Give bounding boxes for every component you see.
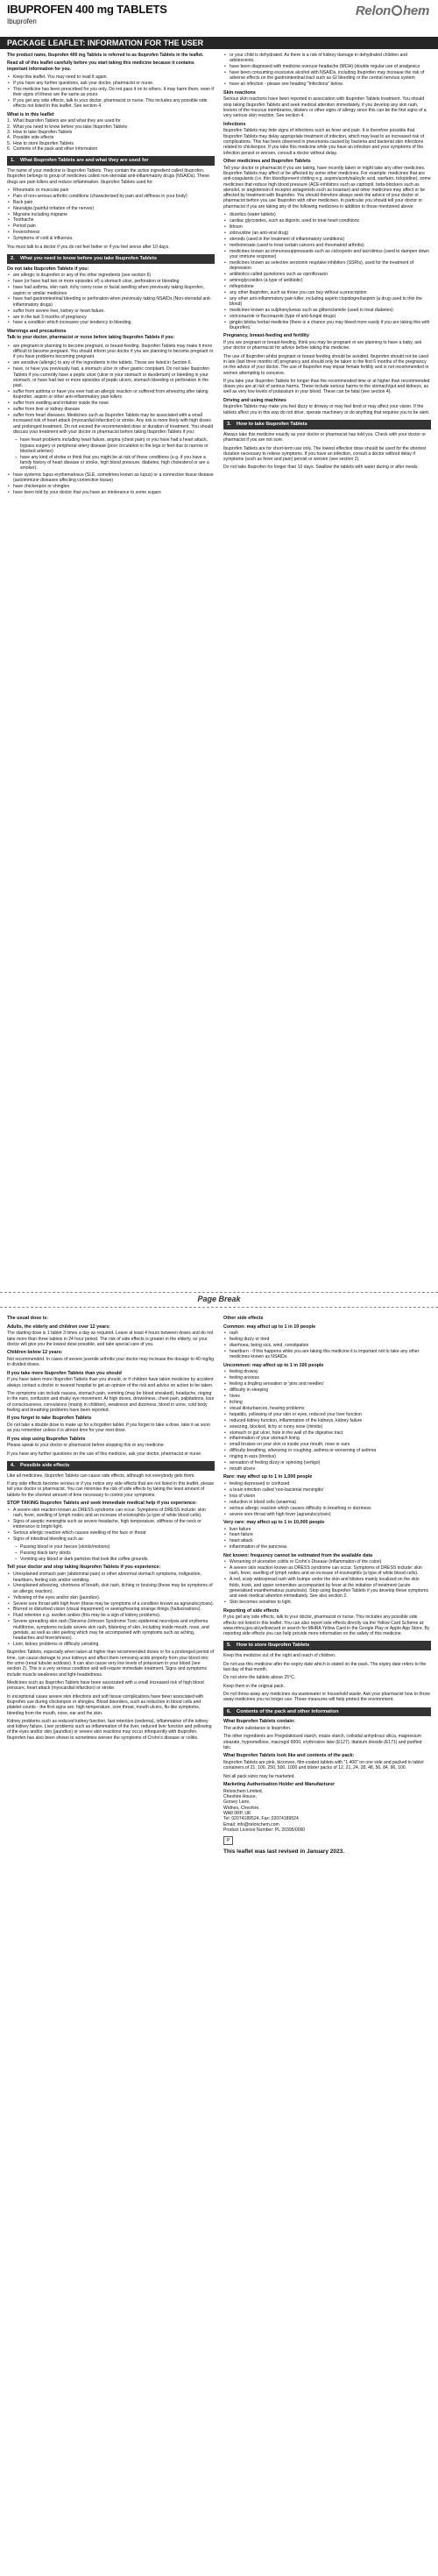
stop-text-2: If you have any further questions on the use of this medicine, ask your doctor, pharmacist or nurse. xyxy=(7,1451,202,1457)
mah-address xyxy=(223,1789,431,1834)
list-item: 2. What you need to know before you take Ibuprofen Tablets xyxy=(7,124,128,130)
contains-text-1: The active substance is ibuprofen. xyxy=(223,1726,292,1732)
section-4-text-3: Ibuprofen Tablets, especially when taken at higher than recommended doses or for a prolonged period of time, can cause damage to your kidneys and affect them removing acids properly from your blood into the urine (renal tubular acidosis). It can also cause very low levels of potassium in your blood (see section 2). This is a very serious condition and will require immediate treatment. Signs and symptoms include muscle weakness and light-headedness. xyxy=(7,1650,215,1678)
list-item: – have heart problems including heart failure, angina (chest pain) or you have had a heart attack, bypass surgery or peripheral artery disease (poor circulation in the legs or feet due to narrow or blocked arteries) xyxy=(14,437,215,454)
section-6-header: 6. Contents of the pack and other information xyxy=(223,1707,431,1717)
list-item: • mifepristone xyxy=(223,284,431,289)
list-item: – Passing black tarry stools xyxy=(14,1551,215,1556)
stop-taking-heading: STOP TAKING Ibuprofen Tablets and seek immediate medical help if you experience: xyxy=(7,1501,197,1506)
other-medicines-text: Tell your doctor or pharmacist if you are taking, have recently taken or might take any other medicines. Ibuprofen Tablets may affect or be affected by some other medicines. For example: medicines that are anti-coagulants (i.e. thin blood/prevent clotting e.g. aspirin/acetylsalicylic acid, warfarin, ticlopidine), some medicines that reduce high blood pressure (ACE-inhibitors such as captopril, beta-blockers such as atenolol, or angiotensin-II receptor antagonists such as losartan) and other medicines may affect or be affected by treatment with Ibuprofen. You should therefore always seek the advice of your doctor or pharmacist before you use Ibuprofen with other medicines. In particular you should tell your doctor or pharmacist if you are taking any of the following medicines in addition to those mentioned above: xyxy=(223,165,431,209)
list-item: • have been consuming excessive alcohol with NSAIDs, including Ibuprofen may increase the risk of adverse effects on the gastrointestinal tract such as GI bleeding or the central nervous system xyxy=(223,70,431,82)
list-item: • Unexplained stomach pain (abdominal pain) or other abnormal stomach symptoms, indigestion, heartburn, feeling sick and/or vomiting. xyxy=(7,1572,215,1583)
leaflet-contents-heading: What is in this leaflet xyxy=(7,111,54,117)
stop-taking-list xyxy=(7,1508,215,1543)
adults-text: The starting dose is 1 tablet 3 times a day as required. Leave at least 4 hours between doses and do not take more than three tablets in 24 hour period. The risk of side effects is greater in the elderly, so your doctor will give you the lowest dose possible, and take special care of you. xyxy=(7,1331,214,1348)
storage-text-3: Do not store the tablets above 25°C. xyxy=(223,1675,296,1681)
warnings-list-continued xyxy=(7,472,215,495)
pregnancy-heading: Pregnancy, breast-feeding and fertility xyxy=(223,333,309,339)
list-item: • lithium xyxy=(223,224,431,230)
page-one-right-column xyxy=(223,53,431,498)
driving-heading: Driving and using machines xyxy=(223,397,286,403)
list-item: • have been diagnosed with medicine overuse headache (MOH) (double regular use of analgesics xyxy=(223,64,431,69)
leaflet-header xyxy=(0,0,438,37)
list-item: • feeling a tingling sensation or 'pins and needles' xyxy=(223,1381,431,1387)
list-item: • diarrhoea, being sick, wind, constipation xyxy=(223,1343,431,1348)
list-item: • suffer from liver or kidney disease xyxy=(7,407,215,412)
list-item: • are pregnant or planning to become pregnant, or breast-feeding. Ibuprofen Tablets may make it more difficult to become pregnant. You should inform your doctor if you are planning to become pregnant or if you have problems becoming pregnant. xyxy=(7,344,215,360)
list-item: • any other ibuprofen, such as those you can buy without a prescription xyxy=(223,290,431,295)
list-item: • suffer from severe liver, kidney or heart failure. xyxy=(7,309,215,314)
section-4-text-4: Medicines such as Ibuprofen Tablets have been associated with a small increased risk of high blood pressure, heart attack (myocardial infarction) or stroke. xyxy=(7,1679,204,1692)
product-subtitle: Ibuprofen xyxy=(7,18,37,26)
list-item: • difficulty in sleeping xyxy=(223,1387,431,1393)
list-item: • A severe skin reaction known as DRESS syndrome can occur. Symptoms of DRESS include: skin rash, fever, swelling of lymph nodes and an increase of eosinophils (a type of white blood cells). xyxy=(7,1508,215,1519)
list-item: • hepatitis, yellowing of your skin or eyes, reduced your liver function xyxy=(223,1412,431,1417)
very-rare-heading: Very rare: may affect up to 1 in 10,000 people xyxy=(223,1519,325,1525)
list-item: • steroids (used in the treatment of inflammatory conditions) xyxy=(223,237,431,242)
section-1-header: 1. What Ibuprofen Tablets are and what they are used for xyxy=(7,156,215,166)
warnings-intro: Talk to your doctor, pharmacist or nurse before taking Ibuprofen Tablets if you: xyxy=(7,335,175,341)
list-item: • mouth ulcers xyxy=(223,1466,431,1472)
list-item: • loss of vision xyxy=(223,1494,431,1499)
list-item: • are allergic to ibuprofen or any of the other ingredients (see section 6) xyxy=(7,273,215,278)
list-item: • liver failure xyxy=(223,1527,431,1532)
section-1-text: The name of your medicine is Ibuprofen Tablets. They contain the active ingredient called Ibuprofen. Ibuprofen belongs to group of medicines called non-steroidal anti-inflammatory drugs (NSAIDs). These drugs are pain killers and reduce inflammation. Ibuprofen Tablets used for: xyxy=(7,168,209,185)
children-heading: Children below 12 years: xyxy=(7,1350,63,1356)
section-4-text-2: If any side effects become serious or if you notice any side effects that are not listed in this leaflet, please tell your doctor or pharmacist. You can minimise the risk of side effects by taking the least amount of tablets for the shortest amount of time necessary to control your symptoms. xyxy=(7,1481,215,1498)
list-item: • feeling drowsy xyxy=(223,1369,431,1374)
list-item: • are sensitive (allergic) to any of the ingredients in the tablets. These are listed in Section 6. xyxy=(7,360,215,365)
appearance-text: Ibuprofen Tablets are pink, biconvex, film-coated tablets with "1 400" on one side and packed in tablet containers of 21, 100, 250, 500, 1000 and blister packs of 12, 21, 24, 28, 48, 56, 84, 96, 100. xyxy=(223,1760,424,1771)
list-item: – Passing blood in your faeces (stools/motions) xyxy=(14,1544,215,1550)
list-item: • Severe spreading skin rash (Stevens-Johnson Syndrome Toxic epidermal necrolysis and erythema multiforme, symptoms include severe skin rash, blistering of skin, including inside mouth, nose, and genitals, as well as skin peeling which may be accompanied with symptoms such as aching, headaches and feverishness). xyxy=(7,1619,215,1641)
package-leaflet-banner: PACKAGE LEAFLET: INFORMATION FOR THE USER xyxy=(0,37,438,49)
list-item: • If you get any side effects, talk to your doctor, pharmacist or nurse. This includes any possible side effects not listed in this leaflet. See section 4. xyxy=(7,98,215,110)
list-item: • Liver, kidney problems or difficulty urinating. xyxy=(7,1642,215,1647)
storage-text-1: Keep this medicine out of the sight and reach of children. xyxy=(223,1653,336,1659)
pack-size-note: Not all pack sizes may be marketed. xyxy=(223,1773,295,1779)
address-line: Email: info@relonchem.com xyxy=(223,1821,279,1827)
intro-note: The product name, Ibuprofen 400 mg Tablets is referred to as Ibuprofen Tablets in the leaflet. xyxy=(7,53,204,58)
list-item: • feeling dizzy or tired xyxy=(223,1337,431,1342)
do-not-take-list xyxy=(7,273,215,325)
list-item: • Feverishness xyxy=(7,230,215,235)
list-item: • have an infection - please see heading "Infections" below. xyxy=(223,82,431,87)
list-item: 5. How to store Ibuprofen Tablets xyxy=(7,140,74,146)
list-item: • rash xyxy=(223,1331,431,1336)
list-item: • Back pain xyxy=(7,200,215,205)
list-item: 6. Contents of the pack and other information xyxy=(7,145,98,152)
list-item: • Pain of non-serious arthritic conditions (characterised by pain and stiffness in your body) xyxy=(7,194,215,199)
list-item: • severe sore throat with high fever (agranulocytosis) xyxy=(223,1512,431,1517)
list-item: • are in the last 3 months of pregnancy xyxy=(7,315,215,320)
list-item: • ringing in ears (tinnitus) xyxy=(223,1454,431,1459)
warnings-heading: Warnings and precautions xyxy=(7,328,67,334)
list-item: • Fluid retention e.g. swollen ankles (this may be a sign of kidney problems). xyxy=(7,1613,215,1618)
list-item: • suffer from asthma or have you ever had an allergic reaction or suffered from wheezing after taking ibuprofen, aspirin or other anti-inflammatory pain killers xyxy=(7,389,215,401)
other-medicines-heading: Other medicines and Ibuprofen Tablets xyxy=(223,158,311,164)
leaflet-contents-list xyxy=(7,118,215,152)
other-medicines-list xyxy=(223,212,431,330)
rare-heading: Rare: may affect up to 1 in 1,000 people xyxy=(223,1474,313,1480)
adults-heading: Adults, the elderly and children over 12 years: xyxy=(7,1323,111,1330)
list-item: • have been told by your doctor that you have an intolerance to some sugars xyxy=(7,490,215,495)
storage-text-2: Do not use this medicine after the expiry date which is stated on the pack. The expiry date refers to the last day of that month. xyxy=(223,1661,427,1672)
stop-text-1: Please speak to your doctor or pharmacist before stopping this or any medicine. xyxy=(7,1443,166,1449)
list-item: 4. Possible side effects xyxy=(7,135,54,141)
contains-heading: What Ibuprofen Tablets contain: xyxy=(223,1719,295,1725)
common-heading: Common: may affect up to 1 in 10 people xyxy=(223,1323,316,1330)
reporting-heading: Reporting of side effects xyxy=(223,1607,279,1614)
list-item: • antibiotics called quinolones such as ciprofloxacin xyxy=(223,272,431,277)
list-item: • inflammation of your stomach lining xyxy=(223,1436,431,1441)
list-item: • Blurred or disturbed vision (visual impairment) or seeing/hearing strange things (hallucinations). xyxy=(7,1607,215,1612)
list-item: • Yellowing of the eyes and/or skin (jaundice). xyxy=(7,1595,215,1600)
address-line: WA8 0RP, UK xyxy=(223,1810,251,1816)
list-item: • gingko biloba herbal medicine (there is a chance you may bleed more easily if you are taking this with Ibuprofen). xyxy=(223,320,431,331)
warnings-list-continued-2 xyxy=(223,53,431,88)
list-item: • difficulty breathing, wheezing or coughing, asthma or worsening of asthma xyxy=(223,1448,431,1453)
list-item: • This medicine has been prescribed for you only. Do not pass it on to others. It may harm them, even if their signs of illness are the same as yours. xyxy=(7,87,215,98)
list-item: • a brain infection called 'non-bacterial meningitis' xyxy=(223,1487,431,1493)
list-item: • A red, scaly widespread rash with bumps under the skin and blisters mainly localized on the skin folds, trunk, and upper extremities accompanied by fever at the initiation of treatment (acute generalised exanthematous pustulosis). Stop using Ibuprofen Tablets if you develop these symptoms and seek medical attention immediately. See also section 2. xyxy=(223,1577,431,1599)
list-item: – Vomiting any blood or dark particles that look like coffee grounds. xyxy=(14,1557,215,1562)
list-item: • feeling depressed or confused xyxy=(223,1481,431,1487)
other-side-effects-heading: Other side effects xyxy=(223,1316,264,1321)
rare-list xyxy=(223,1481,431,1517)
list-item: • Signs of aseptic meningitis such as severe headache, high temperature, stiffness of the neck or intolerance to bright light. xyxy=(7,1519,215,1530)
section-4-text-1: Like all medicines, Ibuprofen Tablets can cause side effects, although not everybody gets them. xyxy=(7,1473,195,1479)
list-item: • Serious allergic reaction which causes swelling of the face or throat xyxy=(7,1530,215,1536)
section-4-header: 4. Possible side effects xyxy=(7,1461,215,1471)
page-one-left-column xyxy=(7,53,215,498)
list-item: 1. What Ibuprofen Tablets are and what they are used for xyxy=(7,118,121,124)
pregnancy-text-3: If you take your Ibuprofen Tablets for longer than the recommended time or at higher than recommended doses you are at risk of serious harms. These include serious harms to the stomach/gut and kidneys, as well as very low levels of potassium in your blood. These can be fatal (see section 4). xyxy=(223,378,430,395)
revision-date: This leaflet was last revised in January 2023. xyxy=(223,1849,345,1856)
list-item: • Migraine including migraine xyxy=(7,212,215,217)
list-item: • reduction in blood cells (anaemia) xyxy=(223,1500,431,1505)
list-item: • feeling anxious xyxy=(223,1375,431,1380)
list-item: • sneezing, blocked, itchy or runny nose (rhinitis) xyxy=(223,1424,431,1430)
list-item: • Period pain xyxy=(7,224,215,229)
do-not-take-heading: Do not take Ibuprofen Tablets if you: xyxy=(7,266,89,272)
page-two-right-column xyxy=(223,1313,431,1856)
page-two xyxy=(0,1309,438,2576)
address-line: Tel: 02074189524, Fax: 02074189524 xyxy=(223,1816,299,1822)
list-item: • have systemic lupus erythematosus (SLE, sometimes known as lupus) or a connective tissue disease (autoimmune diseases affecting connective tissue) xyxy=(7,472,215,484)
storage-text-4: Keep them in the original pack. xyxy=(223,1683,285,1689)
list-item: • If you have any further questions, ask your doctor, pharmacist or nurse. xyxy=(7,81,215,86)
read-all-note: Read all of this leaflet carefully before you start taking this medicine because it contains important information for you. xyxy=(7,60,194,72)
list-item: • Toothache xyxy=(7,217,215,223)
list-item: – have any kind of stroke or think that you might be at risk of these conditions (e.g. if you have a family history of heart disease or stroke, high blood pressure, diabetes, high cholesterol or are a smoker). xyxy=(14,455,215,472)
list-item: • suffer from swelling and irritation inside the nose xyxy=(7,401,215,406)
uncommon-list xyxy=(223,1369,431,1472)
list-item: • Symptoms of cold & influenza. xyxy=(7,236,215,241)
section-3-text-3: Do not take Ibuprofen for longer than 10 days. Swallow the tablets with water during or after meals. xyxy=(223,465,419,471)
list-item: • heart attack xyxy=(223,1538,431,1543)
list-item: • hives xyxy=(223,1394,431,1399)
list-item: • Neuralgia (painful irritation of the nerves) xyxy=(7,206,215,211)
list-item: • Severe sore throat with high fever (these may be symptoms of a condition known as agranulocytosis). xyxy=(7,1601,215,1607)
skin-reactions-text: Serious skin reactions have been reported in association with Ibuprofen Tablets treatment. You should stop taking Ibuprofen Tablets and seek medical attention immediately, if you develop any skin rash, lesions of the mucous membranes, blisters or other signs of allergy since this can be the first signs of a very serious skin reaction. See section 4. xyxy=(223,96,427,119)
pharmacy-code-box: P xyxy=(223,1836,233,1845)
section-1-note: You must talk to a doctor if you do not feel better or if you feel worse after 10 days. xyxy=(7,244,170,250)
section-3-text-2: Ibuprofen Tablets are for short-term use only. The lowest effective dose should be used for the shortest duration necessary to relieve symptoms. If you have an infection, consult a doctor without delay if symptoms (such as fever and pain) persist or worsen (see section 2). xyxy=(223,445,427,463)
list-item: • have, or have you previously had, a stomach ulcer or other gastric complaint. Do not take Ibuprofen Tablets if you currently have a peptic ulcer (ulcer in your stomach or duodenum) or bleeding in your stomach, or have had two or more episodes of peptic ulcers, stomach bleeding or perforation in the past. xyxy=(7,366,215,388)
section-5-header: 5. How to store Ibuprofen Tablets xyxy=(223,1641,431,1650)
section-4-text-5: In exceptional cases severe skin infections and soft tissue complications have been associated with ibuprofen use during chickenpox or shingles. Blood disorders, such as reduction in blood cells and platelet counts - the first signs are: high temperature, sore throat, mouth ulcers, flu-like symptoms, bleeding from the mouth, nose, ear and the skin. xyxy=(7,1693,204,1716)
mah-heading: Marketing Authorisation Holder and Manufacturer xyxy=(223,1781,336,1787)
list-item: • Unexplained wheezing, shortness of breath, skin rash, itching or bruising (these may be symptoms of an allergic reaction). xyxy=(7,1583,215,1594)
page-break-divider: Page Break xyxy=(0,1292,438,1308)
section-4-text-6: Kidney problems such as reduced kidney function, fast retention (oedema), inflammation of the kidney and kidney failure. Liver problems such as inflammation of the liver, reduced liver function and yellowing of the eyes and/or skin (jaundice) or severe skin reactions may occur infrequently with ibuprofen. Ibuprofen has also been shown to sometimes worsen the symptoms of Crohn's disease or colitis. xyxy=(7,1718,212,1741)
list-item: • have chickenpox or shingles xyxy=(7,484,215,489)
usual-dose-heading: The usual dose is: xyxy=(7,1316,49,1321)
skin-reactions-heading: Skin reactions xyxy=(223,89,256,96)
list-item: • medicines known as immunosuppressants such as ciclosporin and tacrolimus (used to dampen down your immune response) xyxy=(223,249,431,260)
list-item: • serious allergic reaction which causes difficulty in breathing or dizziness xyxy=(223,1506,431,1511)
driving-text: Ibuprofen Tablets may make you feel dizzy or drowsy or may feel tired or may affect your vision. If the tablets affect you in this way do not drive, operate machinery or do anything that requires you to be alert. xyxy=(223,404,430,415)
list-item: • heart failure xyxy=(223,1532,431,1537)
list-item: • Signs of intestinal bleeding such as: xyxy=(7,1536,215,1542)
list-item: • Skin becomes sensitive to light. xyxy=(223,1600,431,1605)
relonchem-logo: Relon hem xyxy=(355,4,429,18)
list-item: • have had gastrointestinal bleeding or perforation when previously taking NSAIDs (Non-steroidal anti-inflammatory drugs) xyxy=(7,296,215,308)
tell-doctor-list xyxy=(7,1572,215,1647)
section-3-header: 3. How to take Ibuprofen Tablets xyxy=(223,420,431,429)
infections-text: Ibuprofen Tablets may hide signs of infections such as fever and pain. It is therefore possible that Ibuprofen Tablets may delay appropriate treatment of infection, which may lead to an increased risk of complications. This has been observed in pneumonia caused by bacteria and bacterial skin infections related to chickenpox. If you take this medicine while you have an infection and your symptoms of the infection persist or worsen, consult a doctor without delay. xyxy=(223,128,424,156)
overdose-text-1: If you have taken more Ibuprofen Tablets than you should, or if children have taken medicine by accident always contact a doctor or nearest hospital to get an opinion of the risk and advice on action to be taken. xyxy=(7,1377,214,1388)
product-title: IBUPROFEN 400 mg TABLETS xyxy=(7,3,167,16)
appearance-heading: What Ibuprofen Tablets look like and contents of the pack: xyxy=(223,1753,355,1759)
stop-heading: If you stop using Ibuprofen Tablets xyxy=(7,1436,86,1442)
list-item: • visual disturbances, hearing problems xyxy=(223,1406,431,1411)
list-item: • Keep this leaflet. You may need to read it again. xyxy=(7,75,215,80)
children-text: Not recommended. In cases of severe juvenile arthritis your doctor may increase the dosage to 40 mg/kg in divided doses. xyxy=(7,1357,215,1368)
list-item: • have (or have had two or more episodes of) a stomach ulcer, perforation or bleeding xyxy=(7,279,215,284)
list-item: • Rheumatic or muscular pain xyxy=(7,188,215,193)
list-item: • sensation of feeling dizzy or spinning (vertigo) xyxy=(223,1460,431,1465)
list-item: • zidovudine (an anti-viral drug) xyxy=(223,231,431,236)
contains-text-2: The other ingredients are Pregelatinised starch, maize starch, colloidal anhydrous silica, magnesium stearate, hypromellose, macrogol 6000, erythrosine lake (E127), titanium dioxide (E171) and purified talc. xyxy=(223,1734,422,1750)
list-item: • or your child is dehydrated. As there is a risk of kidney damage in dehydrated children and adolescents. xyxy=(223,53,431,64)
uncommon-heading: Uncommon: may affect up to 1 in 100 people xyxy=(223,1362,324,1368)
overdose-text-2: The symptoms can include nausea, stomach pain, vomiting (may be blood streaked), headache, ringing in the ears, confusion and shaky eye movement. At high doses, drowsiness, chest pain, palpitations, loss of consciousness, convulsions (mainly in children), weakness and dizziness, blood in urine, cold body feeling and breathing problems have been reported. xyxy=(7,1391,215,1413)
list-item: • Worsening of ulcerative colitis or Crohn's Disease (inflammation of the colon) xyxy=(223,1559,431,1565)
address-line: Widnes, Cheshire, xyxy=(223,1805,260,1811)
not-known-heading: Not known: frequency cannot be estimated from the available data xyxy=(223,1552,373,1558)
section-3-text-1: Always take this medicine exactly as your doctor or pharmacist has told you. Check with your doctor or pharmacist if you are not sure. xyxy=(223,431,427,444)
address-line: Relonchem Limited, xyxy=(223,1788,264,1794)
warnings-list xyxy=(7,344,215,436)
forget-text: Do not take a double dose to make up for a forgotten tablet. If you forget to take a dose, take it as soon as you remember unless it is almost time for your next dose. xyxy=(7,1422,210,1434)
heart-risk-sublist xyxy=(14,437,215,471)
list-item: • inflammation of the pancreas. xyxy=(223,1544,431,1550)
list-item: • diuretics (water tablets) xyxy=(223,212,431,217)
forget-heading: If you forget to take Ibuprofen Tablets xyxy=(7,1416,92,1422)
pregnancy-text-1: If you are pregnant or breast-feeding, think you may be pregnant or are planning to have a baby, ask your doctor or pharmacist for advice before taking this medicine. xyxy=(223,339,422,351)
list-item: 3. How to take Ibuprofen Tablets xyxy=(7,129,73,135)
very-rare-list xyxy=(223,1527,431,1551)
read-list xyxy=(7,75,215,110)
common-list xyxy=(223,1331,431,1359)
address-line: Product License Number: PL 20395/0060 xyxy=(223,1827,306,1833)
list-item: • A severe skin reaction known as DRESS syndrome can occur. Symptoms of DRESS include: skin rash, fever, swelling of lymph nodes and an increase of eosinophils (a type of white blood cells). xyxy=(223,1565,431,1577)
list-item: • aminoglycosides (a type of antibiotic) xyxy=(223,278,431,283)
section-2-header: 2. What you need to know before you take Ibuprofen Tablets xyxy=(7,254,215,264)
pregnancy-text-2: The use of Ibuprofen whilst pregnant or breast feeding should be avoided. Ibuprofen should not be used in late (last three months of) pregnancy and should only be taken in the first 6 months of the pregnancy on the advice of your doctor. The use of Ibuprofen may impair female fertility and is not recommended in women attempting to conceive. xyxy=(223,353,429,376)
list-item: • reduced kidney function, inflammation of the kidneys, kidney failure xyxy=(223,1418,431,1423)
uses-list xyxy=(7,188,215,242)
infections-heading: Infections xyxy=(223,121,246,127)
list-item: • methotrexate (used to treat certain cancers and rheumatoid arthritis) xyxy=(223,243,431,248)
page-one xyxy=(0,49,438,1287)
not-known-list xyxy=(223,1559,431,1605)
address-line: Cheshire House, xyxy=(223,1793,257,1799)
overdose-heading: If you take more Ibuprofen Tablets than you should xyxy=(7,1370,122,1376)
address-line: Gorsey Lane, xyxy=(223,1799,251,1806)
list-item: • medicines known as selective serotonin reuptake inhibitors (SSRIs), used for the treatment of depression xyxy=(223,260,431,272)
list-item: • suffer from heart diseases. Medicines such as Ibuprofen Tablets may be associated with a small increased risk of heart attack (myocardial infarction) or stroke. Any risk is more likely with high doses and prolonged treatment. Do not exceed the recommended dose or duration of treatment. You should discuss your treatment with your doctor or pharmacist before taking Ibuprofen Tablets if you: xyxy=(7,413,215,435)
list-item: • itching xyxy=(223,1400,431,1405)
page-two-left-column xyxy=(7,1313,215,1856)
list-item: • small bruises on your skin or inside your mouth, nose or ears xyxy=(223,1442,431,1447)
list-item: • cardiac glycosides, such as digoxin, used to treat heart conditions xyxy=(223,218,431,224)
list-item: • medicines known as sulphonylureas such as glibenclamide (used to treat diabetes) xyxy=(223,308,431,313)
list-item: • voriconazole or fluconazole (type of anti-fungal drugs) xyxy=(223,314,431,319)
list-item: • stomach or gut ulcer, hole in the wall of the digestive tract xyxy=(223,1430,431,1436)
reporting-text: If you get any side effects, talk to your doctor, pharmacist or nurse. This includes any possible side effects not listed in this leaflet. You can also report side effects directly via the Yellow Card Scheme at: www.mhra.gov.uk/yellowcard or search for MHRA Yellow Card in the Google Play or Apple App Store. By reporting side effects you can help provide more information on the safety of this medicine. xyxy=(223,1614,430,1637)
list-item: • have a condition which increases your tendency to bleeding. xyxy=(7,320,215,325)
bleeding-sublist xyxy=(14,1544,215,1562)
list-item: • any other anti-inflammatory pain killer, including aspirin clopidogrel/aspirin (a drug used to thin the blood) xyxy=(223,296,431,308)
storage-text-5: Do not throw away any medicines via wastewater or household waste. Ask your pharmacist how to throw away medicines you no longer use. These measures will help protect the environment. xyxy=(223,1691,430,1703)
logo-c-icon xyxy=(392,5,402,16)
list-item: • heartburn - if this happens while you are taking this medicine it is important not to take any other medicines known as NSAIDs. xyxy=(223,1349,431,1360)
tell-doctor-heading: Tell your doctor and stop taking Ibuprofen Tablets if you experience: xyxy=(7,1565,161,1571)
list-item: • have had asthma, skin rash, itchy runny nose or facial swelling when previously taking ibuprofen, aspirin or similar medicines xyxy=(7,285,215,296)
